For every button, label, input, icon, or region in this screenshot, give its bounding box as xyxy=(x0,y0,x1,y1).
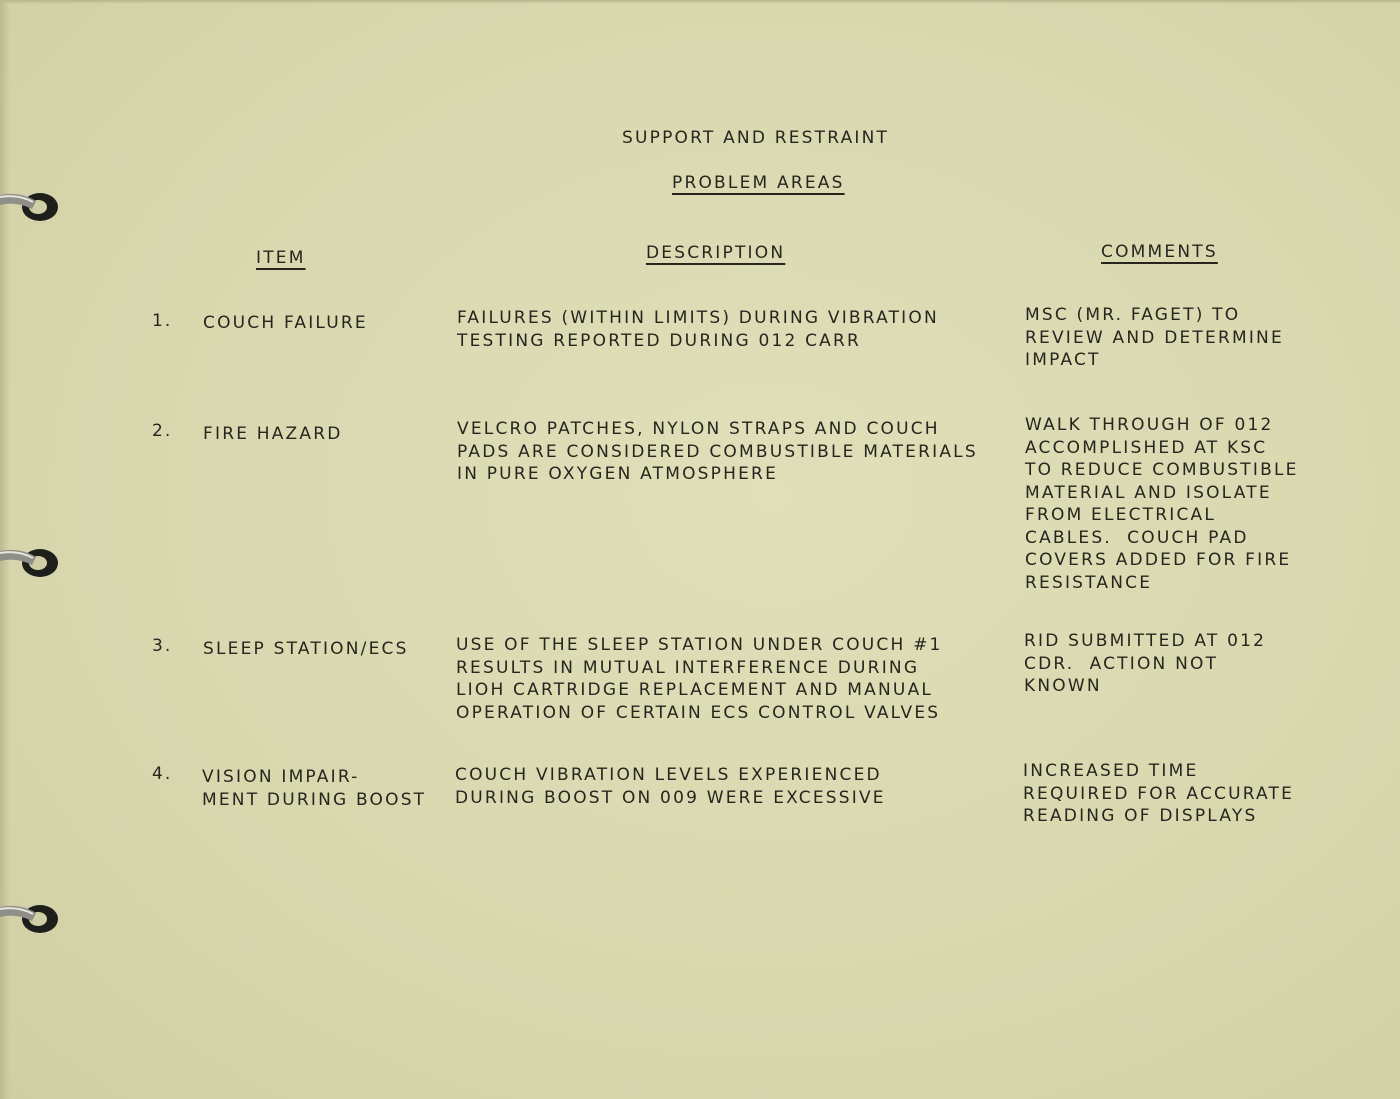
row-1-description-line: FAILURES (WITHIN LIMITS) DURING VIBRATION xyxy=(457,308,939,328)
row-4-comments-line: REQUIRED FOR ACCURATE xyxy=(1023,783,1295,804)
row-4-comments-line: INCREASED TIME xyxy=(1023,761,1199,781)
page-title: SUPPORT AND RESTRAINT xyxy=(622,128,890,148)
row-4-comments xyxy=(1023,760,1294,828)
row-3-item xyxy=(203,638,409,661)
row-1-comments-line: REVIEW AND DETERMINE xyxy=(1025,327,1284,348)
row-3-comments xyxy=(1024,630,1266,698)
row-1-comments-line: IMPACT xyxy=(1025,350,1101,370)
row-2-description-line: IN PURE OXYGEN ATMOSPHERE xyxy=(457,464,779,484)
binder-ring-icon xyxy=(0,541,62,585)
row-3-comments-line: KNOWN xyxy=(1024,676,1102,696)
header-item: ITEM xyxy=(256,248,306,268)
row-4-comments-line: READING OF DISPLAYS xyxy=(1023,806,1258,826)
header-description: DESCRIPTION xyxy=(646,243,786,263)
row-2-comments-line: FROM ELECTRICAL xyxy=(1025,505,1217,525)
page-top-edge xyxy=(0,0,1400,4)
row-4-item xyxy=(202,766,426,811)
row-1-description xyxy=(457,307,939,352)
row-2-number: 2. xyxy=(152,421,173,441)
row-2-item-line: FIRE HAZARD xyxy=(203,424,343,444)
row-2-comments-line: CABLES. COUCH PAD xyxy=(1025,527,1249,548)
row-4-number: 4. xyxy=(152,764,173,784)
page-subtitle: PROBLEM AREAS xyxy=(672,173,845,193)
row-1-comments xyxy=(1025,304,1284,372)
row-1-description-line: TESTING REPORTED DURING 012 CARR xyxy=(457,330,862,351)
row-3-comments-line: RID SUBMITTED AT 012 xyxy=(1024,631,1267,651)
row-2-comments-line: TO REDUCE COMBUSTIBLE xyxy=(1025,460,1299,480)
row-1-comments-line: MSC (MR. FAGET) TO xyxy=(1025,305,1241,325)
row-2-description xyxy=(457,418,978,486)
row-1-number: 1. xyxy=(152,311,173,331)
row-4-item-line: MENT DURING BOOST xyxy=(202,789,427,810)
row-3-description-line: LIOH CARTRIDGE REPLACEMENT AND MANUAL xyxy=(456,680,934,700)
row-4-description-line: DURING BOOST ON 009 WERE EXCESSIVE xyxy=(455,787,886,808)
binder-ring-icon xyxy=(0,897,62,941)
row-3-description-line: RESULTS IN MUTUAL INTERFERENCE DURING xyxy=(456,657,920,678)
row-2-item xyxy=(203,423,343,446)
row-2-comments xyxy=(1025,414,1299,594)
row-2-comments-line: MATERIAL AND ISOLATE xyxy=(1025,482,1272,503)
binder-ring-icon xyxy=(0,185,62,229)
header-comments: COMMENTS xyxy=(1101,242,1218,262)
row-2-comments-line: ACCOMPLISHED AT KSC xyxy=(1025,437,1268,458)
row-2-description-line: PADS ARE CONSIDERED COMBUSTIBLE MATERIALS xyxy=(457,441,978,462)
row-1-item-line: COUCH FAILURE xyxy=(203,313,368,333)
row-3-description-line: OPERATION OF CERTAIN ECS CONTROL VALVES xyxy=(456,702,941,723)
row-3-comments-line: CDR. ACTION NOT xyxy=(1024,653,1219,674)
row-4-description-line: COUCH VIBRATION LEVELS EXPERIENCED xyxy=(455,765,882,785)
row-2-comments-line: WALK THROUGH OF 012 xyxy=(1025,415,1274,435)
row-2-description-line: VELCRO PATCHES, NYLON STRAPS AND COUCH xyxy=(457,419,940,439)
row-3-description-line: USE OF THE SLEEP STATION UNDER COUCH #1 xyxy=(456,635,943,655)
row-2-comments-line: COVERS ADDED FOR FIRE xyxy=(1025,550,1292,570)
row-3-description xyxy=(456,634,943,724)
row-3-number: 3. xyxy=(152,636,173,656)
row-4-description xyxy=(455,764,886,809)
row-3-item-line: SLEEP STATION/ECS xyxy=(203,639,409,659)
row-1-item xyxy=(203,312,368,335)
row-4-item-line: VISION IMPAIR- xyxy=(202,767,360,787)
row-2-comments-line: RESISTANCE xyxy=(1025,572,1153,593)
